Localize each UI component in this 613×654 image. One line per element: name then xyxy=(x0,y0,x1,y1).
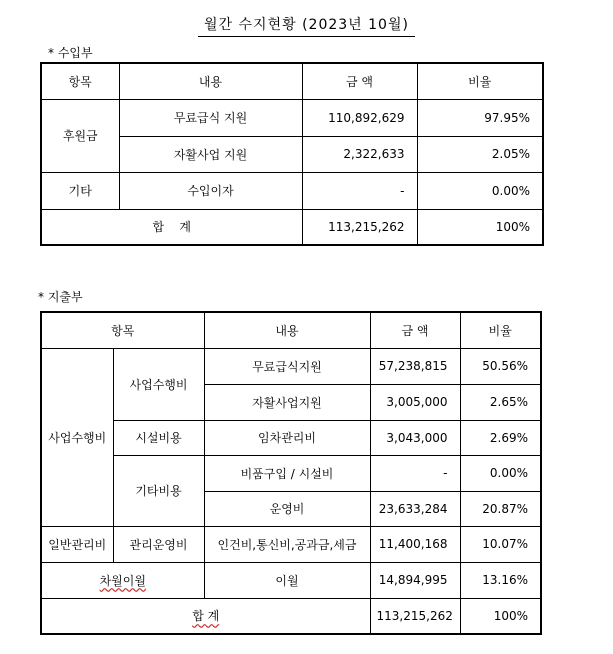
table-row xyxy=(41,348,541,384)
total-label xyxy=(41,598,370,634)
row-content: 이월 xyxy=(204,562,370,598)
header-ratio: 비율 xyxy=(460,312,541,348)
header-item: 항목 xyxy=(41,312,204,348)
row-ratio: 20.87% xyxy=(460,491,541,526)
income-section-label: * 수입부 xyxy=(48,46,93,60)
carryover-label xyxy=(41,562,204,598)
row-content: 수입이자 xyxy=(119,172,302,209)
header-ratio: 비율 xyxy=(417,63,543,99)
header-content: 내용 xyxy=(119,63,302,99)
table-row xyxy=(41,420,541,455)
expense-total-row xyxy=(41,598,541,634)
total-ratio: 100% xyxy=(417,209,543,245)
income-table xyxy=(40,62,544,246)
total-amount: 113,215,262 xyxy=(302,209,417,245)
sub-other: 기타비용 xyxy=(113,455,204,526)
row-ratio: 50.56% xyxy=(460,348,541,384)
expense-section-label: * 지출부 xyxy=(38,290,83,304)
row-ratio: 13.16% xyxy=(460,562,541,598)
header-amount: 금 액 xyxy=(302,63,417,99)
row-amount: 14,894,995 xyxy=(370,562,460,598)
income-total-row xyxy=(41,209,543,245)
row-ratio: 97.95% xyxy=(417,99,543,136)
sub-general: 관리운영비 xyxy=(113,526,204,562)
expense-header-row xyxy=(41,312,541,348)
expense-table xyxy=(40,311,542,635)
group-other: 기타 xyxy=(41,172,119,209)
category-business: 사업수행비 xyxy=(41,348,113,526)
row-content: 비품구입 / 시설비 xyxy=(204,455,370,491)
row-content: 무료급식 지원 xyxy=(119,99,302,136)
header-item: 항목 xyxy=(41,63,119,99)
table-row xyxy=(41,526,541,562)
row-amount: 3,005,000 xyxy=(370,384,460,420)
row-content: 운영비 xyxy=(204,491,370,526)
row-amount: 57,238,815 xyxy=(370,348,460,384)
carryover-label-text: 차월이월 xyxy=(99,573,146,588)
table-row xyxy=(41,172,543,209)
total-label-text: 합 계 xyxy=(192,609,220,624)
row-content: 임차관리비 xyxy=(204,420,370,455)
row-ratio: 2.05% xyxy=(417,136,543,172)
row-amount: 3,043,000 xyxy=(370,420,460,455)
row-content: 자활사업지원 xyxy=(204,384,370,420)
row-amount: 2,322,633 xyxy=(302,136,417,172)
group-donation: 후원금 xyxy=(41,99,119,172)
row-ratio: 2.65% xyxy=(460,384,541,420)
header-amount: 금 액 xyxy=(370,312,460,348)
row-ratio: 0.00% xyxy=(417,172,543,209)
table-row xyxy=(41,562,541,598)
sub-business: 사업수행비 xyxy=(113,348,204,420)
row-amount: 23,633,284 xyxy=(370,491,460,526)
row-amount: 110,892,629 xyxy=(302,99,417,136)
row-ratio: 0.00% xyxy=(460,455,541,491)
table-row xyxy=(41,99,543,136)
row-ratio: 2.69% xyxy=(460,420,541,455)
row-content: 인건비,통신비,공과금,세금 xyxy=(204,526,370,562)
row-ratio: 10.07% xyxy=(460,526,541,562)
table-row xyxy=(41,455,541,491)
total-label: 합 계 xyxy=(41,209,302,245)
income-header-row xyxy=(41,63,543,99)
row-content: 자활사업 지원 xyxy=(119,136,302,172)
header-content: 내용 xyxy=(204,312,370,348)
row-amount: 11,400,168 xyxy=(370,526,460,562)
page-title: 월간 수지현황 (2023년 10월) xyxy=(0,14,613,37)
sub-facility: 시설비용 xyxy=(113,420,204,455)
total-amount: 113,215,262 xyxy=(370,598,460,634)
row-amount: - xyxy=(370,455,460,491)
total-ratio: 100% xyxy=(460,598,541,634)
category-general: 일반관리비 xyxy=(41,526,113,562)
row-amount: - xyxy=(302,172,417,209)
row-content: 무료급식지원 xyxy=(204,348,370,384)
